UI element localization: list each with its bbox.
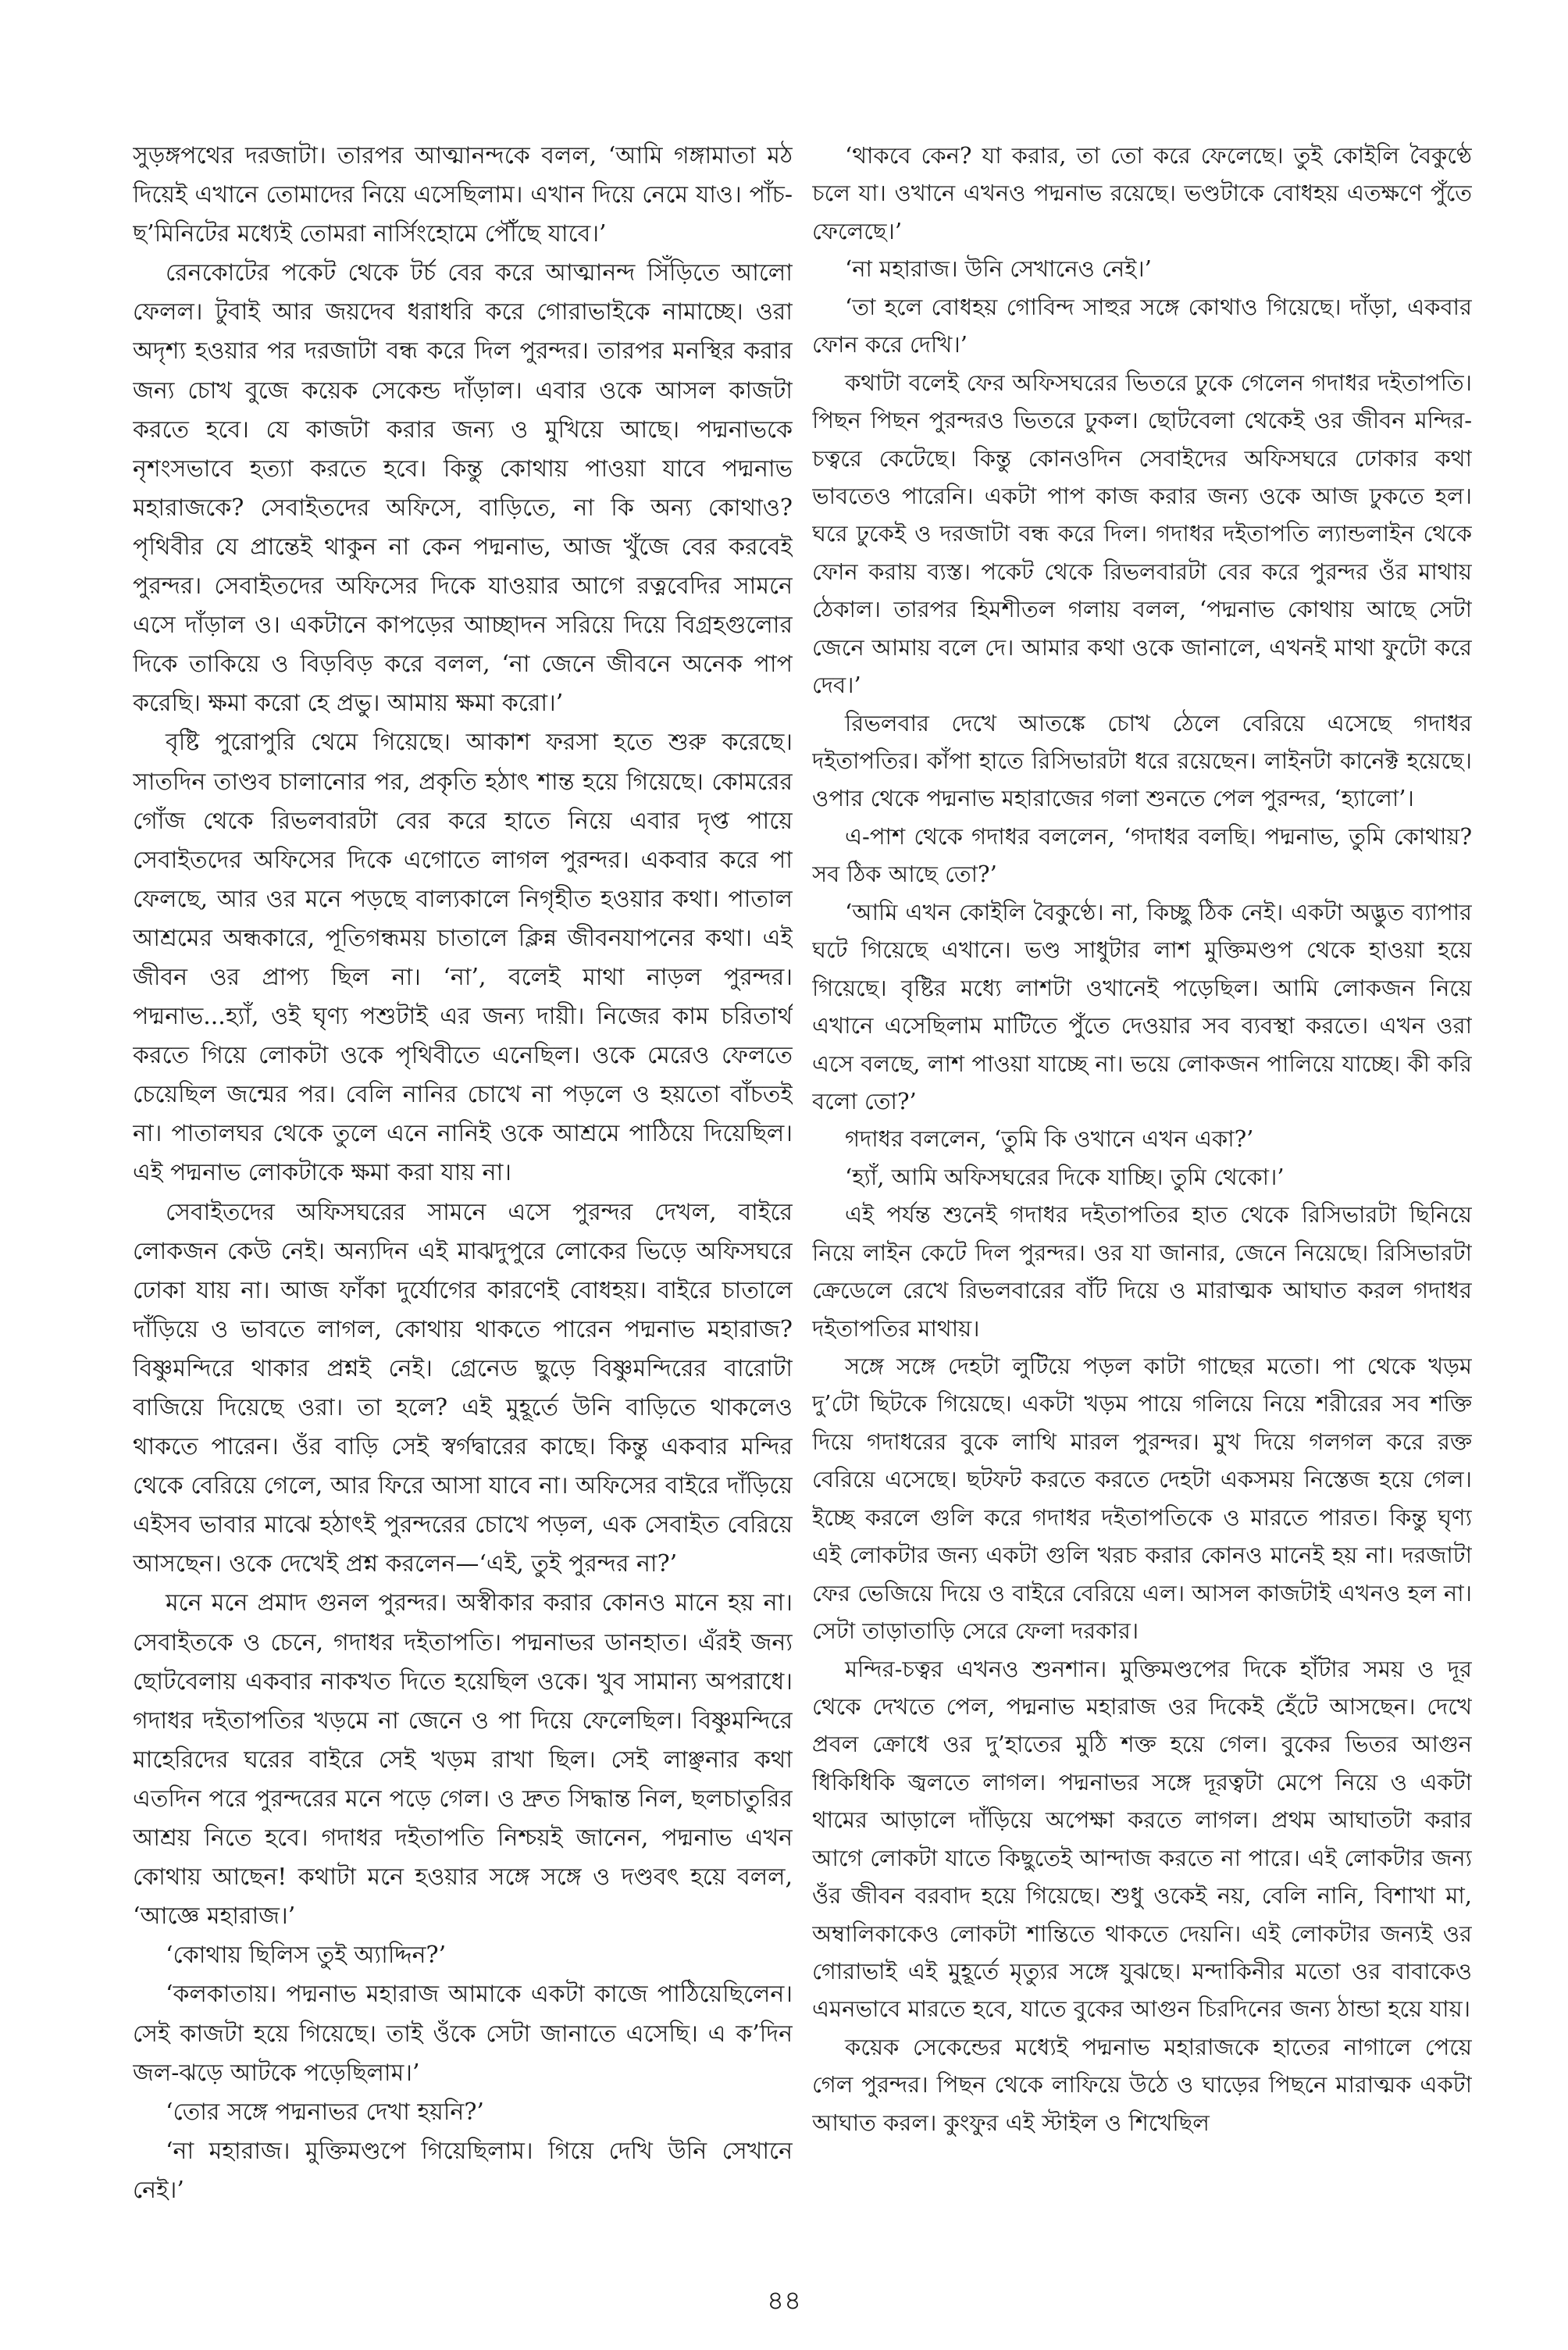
paragraph: কথাটা বলেই ফের অফিসঘরের ভিতরে ঢুকে গেলেন গদাধর দইতাপতি। পিছন পিছন পুরন্দরও ভিতরে ঢুকল। ছোটবেলা থেকেই ওর জীবন মন্দির-চত্বরে কেটেছে। কিন্তু কোনওদিন সেবাইদের অফিসঘরে ঢোকার কথা ভাবতেও পারেনি। একটা পাপ কাজ করার জন্য ওকে আজ ঢুকতে হল। ঘরে ঢুকেই ও দরজাটা বন্ধ করে দিল। গদাধর দইতাপতি ল্যান্ডলাইন থেকে ফোন করায় ব্যস্ত। পকেট থেকে রিভলবারটা বের করে পুরন্দর ওঁর মাথায় ঠেকাল। তারপর হিমশীতল গলায় বলল, ‘পদ্মনাভ কোথায় আছে সেটা জেনে আমায় বলে দে। আমার কথা ওকে জানালে, এখনই মাথা ফুটো করে দেব।’ — [812, 369, 1472, 699]
paragraph: সঙ্গে সঙ্গে দেহটা লুটিয়ে পড়ল কাটা গাছের মতো। পা থেকে খড়ম দু’টো ছিটকে গিয়েছে। একটা খড়ম পায়ে গলিয়ে নিয়ে শরীরের সব শক্তি দিয়ে গদাধরের বুকে লাথি মারল পুরন্দর। মুখ দিয়ে গলগল করে রক্ত বেরিয়ে এসেছে। ছটফট করতে করতে দেহটা একসময় নিস্তেজ হয়ে গেল। ইচ্ছে করলে গুলি করে গদাধর দইতাপতিকে ও মারতে পারত। কিন্তু ঘৃণ্য এই লোকটার জন্য একটা গুলি খরচ করার কোনও মানেই হয় না। দরজাটা ফের ভেজিয়ে দিয়ে ও বাইরে বেরিয়ে এল। আসল কাজটাই এখনও হল না। সেটা তাড়াতাড়ি সেরে ফেলা দরকার। — [812, 1353, 1472, 1645]
paragraph: ‘তোর সঙ্গে পদ্মনাভর দেখা হয়নি?’ — [166, 2098, 484, 2126]
paragraph: ‘না মহারাজ। উনি সেখানেও নেই।’ — [845, 255, 1152, 283]
paragraph: মন্দির-চত্বর এখনও শুনশান। মুক্তিমণ্ডপের দিকে হাঁটার সময় ও দূর থেকে দেখতে পেল, পদ্মনাভ মহারাজ ওর দিকেই হেঁটে আসছেন। দেখে প্রবল ক্রোধে ওর দু’হাতের মুঠি শক্ত হয়ে গেল। বুকের ভিতর আগুন ধিকিধিকি জ্বলতে লাগল। পদ্মনাভর সঙ্গে দূরত্বটা মেপে নিয়ে ও একটা থামের আড়ালে দাঁড়িয়ে অপেক্ষা করতে লাগল। প্রথম আঘাতটা করার আগে লোকটা যাতে কিছুতেই আন্দাজ করতে না পারে। এই লোকটার জন্য ওঁর জীবন বরবাদ হয়ে গিয়েছে। শুধু ওকেই নয়, বেলি নানি, বিশাখা মা, অম্বালিকাকেও লোকটা শান্তিতে থাকতে দেয়নি। এই লোকটার জন্যই ওর গোরাভাই এই মুহূর্তে মৃত্যুর সঙ্গে যুঝছে। মন্দাকিনীর মতো ওর বাবাকেও এমনভাবে মারতে হবে, যাতে বুকের আগুন চিরদিনের জন্য ঠান্ডা হয়ে যায়। — [812, 1655, 1472, 2023]
right-text-column — [812, 137, 1472, 2214]
paragraph: গদাধর বললেন, ‘তুমি কি ওখানে এখন একা?’ — [845, 1125, 1254, 1153]
paragraph: ‘না মহারাজ। মুক্তিমণ্ডপে গিয়েছিলাম। গিয়ে দেখি উনি সেখানে নেই।’ — [133, 2137, 793, 2204]
paragraph: ‘তা হলে বোধহয় গোবিন্দ সাহুর সঙ্গে কোথাও গিয়েছে। দাঁড়া, একবার ফোন করে দেখি।’ — [812, 293, 1472, 358]
paragraph: কয়েক সেকেন্ডের মধ্যেই পদ্মনাভ মহারাজকে হাতের নাগালে পেয়ে গেল পুরন্দর। পিছন থেকে লাফিয়ে উঠে ও ঘাড়ের পিছনে মারাত্মক একটা আঘাত করল। কুংফুর এই স্টাইল ও শিখেছিল — [812, 2033, 1472, 2136]
paragraph: সুড়ঙ্গপথের দরজাটা। তারপর আত্মানন্দকে বলল, ‘আমি গঙ্গামাতা মঠ দিয়েই এখানে তোমাদের নিয়ে এসেছিলাম। এখান দিয়ে নেমে যাও। পাঁচ-ছ’মিনিটের মধ্যেই তোমরা নার্সিংহোমে পৌঁছে যাবে।’ — [133, 142, 793, 248]
page-number: ৪৪ — [766, 2285, 802, 2316]
paragraph: রেনকোটের পকেট থেকে টর্চ বের করে আত্মানন্দ সিঁড়িতে আলো ফেলল। টুবাই আর জয়দেব ধরাধরি করে গোরাভাইকে নামাচ্ছে। ওরা অদৃশ্য হওয়ার পর দরজাটা বন্ধ করে দিল পুরন্দর। তারপর মনস্থির করার জন্য চোখ বুজে কয়েক সেকেন্ড দাঁড়াল। এবার ওকে আসল কাজটা করতে হবে। যে কাজটা করার জন্য ও মুখিয়ে আছে। পদ্মনাভকে নৃশংসভাবে হত্যা করতে হবে। কিন্তু কোথায় পাওয়া যাবে পদ্মনাভ মহারাজকে? সেবাইতদের অফিসে, বাড়িতে, না কি অন্য কোথাও? পৃথিবীর যে প্রান্তেই থাকুন না কেন পদ্মনাভ, আজ খুঁজে বের করবেই পুরন্দর। সেবাইতদের অফিসের দিকে যাওয়ার আগে রত্নবেদির সামনে এসে দাঁড়াল ও। একটানে কাপড়ের আচ্ছাদন সরিয়ে দিয়ে বিগ্রহগুলোর দিকে তাকিয়ে ও বিড়বিড় করে বলল, ‘না জেনে জীবনে অনেক পাপ করেছি। ক্ষমা করো হে প্রভু। আমায় ক্ষমা করো।’ — [133, 259, 793, 718]
paragraph: ‘আমি এখন কোইলি বৈকুণ্ঠে। না, কিচ্ছু ঠিক নেই। একটা অদ্ভুত ব্যাপার ঘটে গিয়েছে এখানে। ভণ্ড সাধুটার লাশ মুক্তিমণ্ডপ থেকে হাওয়া হয়ে গিয়েছে। বৃষ্টির মধ্যে লাশটা ওখানেই পড়েছিল। আমি লোকজন নিয়ে এখানে এসেছিলাম মাটিতে পুঁতে দেওয়ার সব ব্যবস্থা করতে। এখন ওরা এসে বলছে, লাশ পাওয়া যাচ্ছে না। ভয়ে লোকজন পালিয়ে যাচ্ছে। কী করি বলো তো?’ — [812, 898, 1472, 1114]
left-text-column — [133, 137, 793, 2214]
paragraph: ‘হ্যাঁ, আমি অফিসঘরের দিকে যাচ্ছি। তুমি থেকো।’ — [845, 1163, 1285, 1190]
paragraph: বৃষ্টি পুরোপুরি থেমে গিয়েছে। আকাশ ফরসা হতে শুরু করেছে। সাতদিন তাণ্ডব চালানোর পর, প্রকৃতি হঠাৎ শান্ত হয়ে গিয়েছে। কোমরের গোঁজ থেকে রিভলবারটা বের করে হাতে নিয়ে এবার দৃপ্ত পায়ে সেবাইতদের অফিসের দিকে এগোতে লাগল পুরন্দর। একবার করে পা ফেলছে, আর ওর মনে পড়ছে বাল্যকালে নিগৃহীত হওয়ার কথা। পাতাল আশ্রমের অন্ধকারে, পূতিগন্ধময় চাতালে ক্লিন্ন জীবনযাপনের কথা। এই জীবন ওর প্রাপ্য ছিল না। ‘না’, বলেই মাথা নাড়ল পুরন্দর। পদ্মনাভ...হ্যাঁ, ওই ঘৃণ্য পশুটাই এর জন্য দায়ী। নিজের কাম চরিতার্থ করতে গিয়ে লোকটা ওকে পৃথিবীতে এনেছিল। ওকে মেরেও ফেলতে চেয়েছিল জন্মের পর। বেলি নানির চোখে না পড়লে ও হয়তো বাঁচতই না। পাতালঘর থেকে তুলে এনে নানিই ওকে আশ্রমে পাঠিয়ে দিয়েছিল। এই পদ্মনাভ লোকটাকে ক্ষমা করা যায় না। — [133, 729, 793, 1187]
paragraph: ‘কোথায় ছিলিস তুই অ্যাদ্দিন?’ — [166, 1942, 447, 1970]
paragraph: ‘থাকবে কেন? যা করার, তা তো করে ফেলেছে। তুই কোইলি বৈকুণ্ঠে চলে যা। ওখানে এখনও পদ্মনাভ রয়েছে। ভণ্ডটাকে বোধহয় এতক্ষণে পুঁতে ফেলেছে।’ — [812, 142, 1472, 244]
paragraph: রিভলবার দেখে আতঙ্কে চোখ ঠেলে বেরিয়ে এসেছে গদাধর দইতাপতির। কাঁপা হাতে রিসিভারটা ধরে রয়েছেন। লাইনটা কানেক্ট হয়েছে। ওপার থেকে পদ্মনাভ মহারাজের গলা শুনতে পেল পুরন্দর, ‘হ্যালো’। — [812, 709, 1472, 812]
paragraph: সেবাইতদের অফিসঘরের সামনে এসে পুরন্দর দেখল, বাইরে লোকজন কেউ নেই। অন্যদিন এই মাঝদুপুরে লোকের ভিড়ে অফিসঘরে ঢোকা যায় না। আজ ফাঁকা দুর্যোগের কারণেই বোধহয়। বাইরে চাতালে দাঁড়িয়ে ও ভাবতে লাগল, কোথায় থাকতে পারেন পদ্মনাভ মহারাজ? বিষ্ণুমন্দিরে থাকার প্রশ্নই নেই। গ্রেনেড ছুড়ে বিষ্ণুমন্দিরের বারোটা বাজিয়ে দিয়েছে ওরা। তা হলে? এই মুহূর্তে উনি বাড়িতে থাকলেও থাকতে পারেন। ওঁর বাড়ি সেই স্বর্গদ্বারের কাছে। কিন্তু একবার মন্দির থেকে বেরিয়ে গেলে, আর ফিরে আসা যাবে না। অফিসের বাইরে দাঁড়িয়ে এইসব ভাবার মাঝে হঠাৎই পুরন্দরের চোখে পড়ল, এক সেবাইত বেরিয়ে আসছেন। ওকে দেখেই প্রশ্ন করলেন—‘এই, তুই পুরন্দর না?’ — [133, 1198, 793, 1578]
paragraph: এই পর্যন্ত শুনেই গদাধর দইতাপতির হাত থেকে রিসিভারটা ছিনিয়ে নিয়ে লাইন কেটে দিল পুরন্দর। ওর যা জানার, জেনে নিয়েছে। রিসিভারটা ক্রেডেলে রেখে রিভলবারের বাঁট দিয়ে ও মারাত্মক আঘাত করল গদাধর দইতাপতির মাথায়। — [812, 1201, 1472, 1342]
paragraph: ‘কলকাতায়। পদ্মনাভ মহারাজ আমাকে একটা কাজে পাঠিয়েছিলেন। সেই কাজটা হয়ে গিয়েছে। তাই ওঁকে সেটা জানাতে এসেছি। এ ক’দিন জল-ঝড়ে আটকে পড়েছিলাম।’ — [133, 1981, 793, 2087]
paragraph: মনে মনে প্রমাদ গুনল পুরন্দর। অস্বীকার করার কোনও মানে হয় না। সেবাইতকে ও চেনে, গদাধর দইতাপতি। পদ্মনাভর ডানহাত। এঁরই জন্য ছোটবেলায় একবার নাকখত দিতে হয়েছিল ওকে। খুব সামান্য অপরাধে। গদাধর দইতাপতির খড়মে না জেনে ও পা দিয়ে ফেলেছিল। বিষ্ণুমন্দিরে মাহেরিদের ঘরের বাইরে সেই খড়ম রাখা ছিল। সেই লাঞ্ছনার কথা এতদিন পরে পুরন্দরের মনে পড়ে গেল। ও দ্রুত সিদ্ধান্ত নিল, ছলচাতুরির আশ্রয় নিতে হবে। গদাধর দইতাপতি নিশ্চয়ই জানেন, পদ্মনাভ এখন কোথায় আছেন! কথাটা মনে হওয়ার সঙ্গে সঙ্গে ও দণ্ডবৎ হয়ে বলল, ‘আজ্ঞে মহারাজ।’ — [133, 1589, 793, 1931]
paragraph: এ-পাশ থেকে গদাধর বললেন, ‘গদাধর বলছি। পদ্মনাভ, তুমি কোথায়? সব ঠিক আছে তো?’ — [812, 822, 1472, 888]
